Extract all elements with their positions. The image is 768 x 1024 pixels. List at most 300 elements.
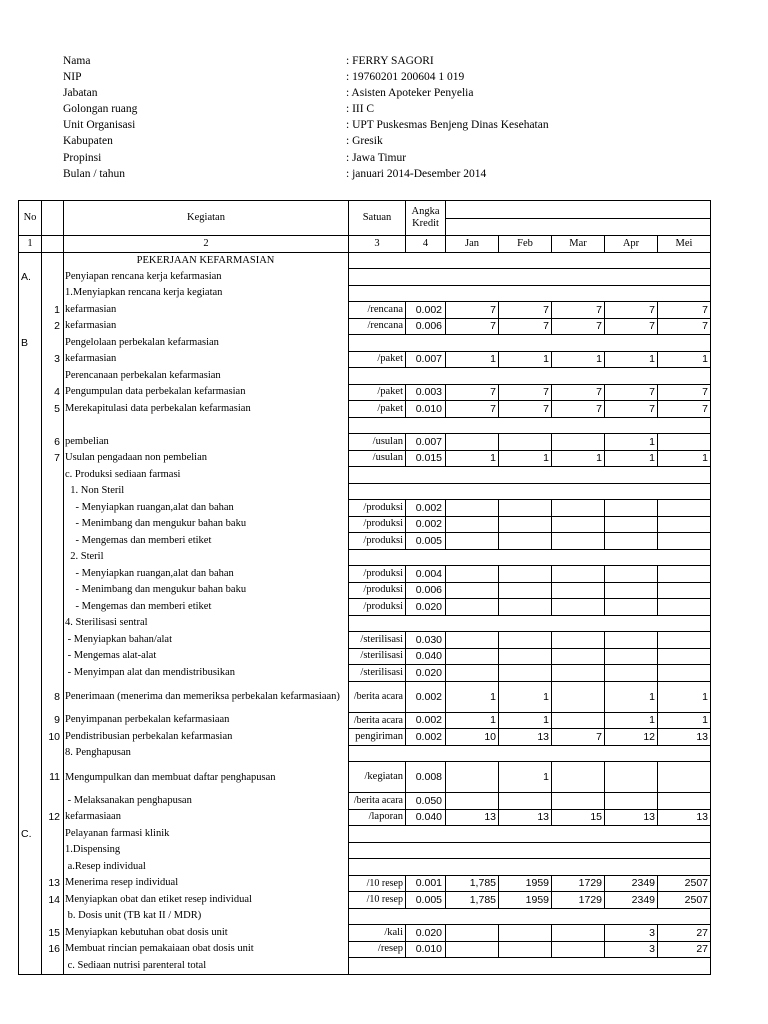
info-row (63, 150, 549, 166)
month-value: 7 (499, 318, 552, 335)
section-letter: A. (19, 269, 42, 286)
row-number (42, 533, 64, 550)
section-letter (19, 958, 42, 975)
employee-info (63, 53, 549, 182)
section-letter (19, 599, 42, 616)
month-feb: Feb (499, 236, 552, 253)
month-value (605, 648, 658, 665)
month-value: 7 (446, 384, 499, 401)
month-value: 1 (446, 681, 499, 712)
section-letter (19, 516, 42, 533)
month-value: 1 (658, 351, 711, 368)
month-value (446, 665, 499, 682)
row-number: 3 (42, 351, 64, 368)
section-letter (19, 318, 42, 335)
section-letter (19, 875, 42, 892)
info-row (63, 69, 549, 85)
month-value: 7 (499, 384, 552, 401)
activity-name: 8. Penghapusan (64, 745, 349, 762)
month-value (499, 665, 552, 682)
section-letter (19, 712, 42, 729)
month-value (499, 533, 552, 550)
month-value (552, 566, 605, 583)
col-satuan-header: Satuan (349, 201, 406, 236)
table-row (19, 450, 711, 467)
section-letter (19, 500, 42, 517)
month-value: 7 (552, 318, 605, 335)
activity-name: - Melaksanakan penghapusan (64, 793, 349, 810)
unit-cell: /rencana (349, 318, 406, 335)
table-row (19, 712, 711, 729)
month-value: 7 (605, 401, 658, 418)
unit-cell: /sterilisasi (349, 665, 406, 682)
month-value (552, 681, 605, 712)
unit-cell: /usulan (349, 450, 406, 467)
month-value (499, 925, 552, 942)
info-value: : III C (346, 103, 375, 116)
month-value (446, 925, 499, 942)
table-row (19, 467, 711, 484)
month-value (658, 500, 711, 517)
section-letter (19, 681, 42, 712)
section-letter (19, 417, 42, 434)
activity-name: - Mengemas dan memberi etiket (64, 599, 349, 616)
month-value (446, 566, 499, 583)
credit-cell: 0.002 (406, 500, 446, 517)
month-value: 15 (552, 809, 605, 826)
month-value: 7 (552, 729, 605, 746)
info-row (63, 53, 549, 69)
month-value (446, 516, 499, 533)
month-value: 1 (499, 712, 552, 729)
table-row (19, 892, 711, 909)
table-row (19, 533, 711, 550)
month-value: 1 (552, 351, 605, 368)
month-value: 7 (605, 302, 658, 319)
activity-name: a.Resep individual (64, 859, 349, 876)
section-letter (19, 582, 42, 599)
activity-name: 1.Dispensing (64, 842, 349, 859)
month-value: 2349 (605, 892, 658, 909)
month-value (552, 925, 605, 942)
row-number: 13 (42, 875, 64, 892)
table-row (19, 582, 711, 599)
credit-cell: 0.003 (406, 384, 446, 401)
month-value (552, 632, 605, 649)
row-number (42, 615, 64, 632)
credit-cell: 0.002 (406, 729, 446, 746)
month-value: 7 (499, 401, 552, 418)
month-value: 1729 (552, 875, 605, 892)
credit-cell: 0.006 (406, 582, 446, 599)
month-value: 1 (499, 450, 552, 467)
activity-name: Pendistribusian perbekalan kefarmasian (64, 729, 349, 746)
section-letter (19, 842, 42, 859)
credit-cell: 0.005 (406, 533, 446, 550)
month-value: 7 (605, 384, 658, 401)
activity-name: PEKERJAAN KEFARMASIAN (64, 252, 349, 269)
month-value (605, 632, 658, 649)
table-row (19, 599, 711, 616)
row-number (42, 958, 64, 975)
month-value (446, 941, 499, 958)
info-label: Unit Organisasi (63, 119, 136, 132)
row-number (42, 269, 64, 286)
activity-name: c. Sediaan nutrisi parenteral total (64, 958, 349, 975)
unit-cell: /sterilisasi (349, 648, 406, 665)
credit-cell: 0.015 (406, 450, 446, 467)
month-value: 1 (605, 681, 658, 712)
table-row (19, 941, 711, 958)
info-value: : FERRY SAGORI (346, 55, 434, 67)
credit-cell: 0.007 (406, 351, 446, 368)
month-value: 7 (446, 401, 499, 418)
table-row (19, 417, 711, 434)
row-number: 11 (42, 762, 64, 793)
info-value: : 19760201 200604 1 019 (346, 71, 465, 84)
activity-name: Penerimaan (menerima dan memeriksa perbekalan kefarmasiaan) (64, 681, 349, 712)
table-row (19, 384, 711, 401)
section-letter (19, 467, 42, 484)
activity-name (64, 417, 349, 434)
activity-name: 1. Non Steril (64, 483, 349, 500)
row-number (42, 368, 64, 385)
unit-cell: /berita acara (349, 681, 406, 712)
section-letter (19, 925, 42, 942)
month-value (446, 500, 499, 517)
activity-name: kefarmasian (64, 318, 349, 335)
section-letter (19, 302, 42, 319)
row-number: 12 (42, 809, 64, 826)
activity-name: - Menyiapkan ruangan,alat dan bahan (64, 500, 349, 517)
month-value: 10 (446, 729, 499, 746)
month-value: 27 (658, 925, 711, 942)
unit-cell: /resep (349, 941, 406, 958)
activity-name: - Mengemas dan memberi etiket (64, 533, 349, 550)
month-value (605, 599, 658, 616)
num-4: 4 (406, 236, 446, 253)
table-row (19, 925, 711, 942)
month-value: 1,785 (446, 875, 499, 892)
month-value: 1959 (499, 892, 552, 909)
month-value: 1 (605, 712, 658, 729)
month-value: 7 (499, 302, 552, 319)
section-letter (19, 401, 42, 418)
info-value: : januari 2014-Desember 2014 (346, 167, 487, 180)
month-value (446, 793, 499, 810)
credit-cell: 0.004 (406, 566, 446, 583)
activity-name: Menyiapkan kebutuhan obat dosis unit (64, 925, 349, 942)
month-value: 1 (605, 450, 658, 467)
credit-cell: 0.002 (406, 681, 446, 712)
month-value (658, 582, 711, 599)
month-value (446, 648, 499, 665)
month-value (552, 582, 605, 599)
activity-name: Penyimpanan perbekalan kefarmasiaan (64, 712, 349, 729)
row-number (42, 842, 64, 859)
table-row (19, 285, 711, 302)
month-value (605, 762, 658, 793)
month-value (605, 582, 658, 599)
unit-cell: /rencana (349, 302, 406, 319)
row-number (42, 665, 64, 682)
month-value: 7 (552, 384, 605, 401)
activity-name: Pengumpulan data perbekalan kefarmasian (64, 384, 349, 401)
activity-name: 2. Steril (64, 549, 349, 566)
table-row (19, 516, 711, 533)
unit-cell: /produksi (349, 566, 406, 583)
info-row (63, 117, 549, 133)
unit-cell: /produksi (349, 516, 406, 533)
credit-cell: 0.010 (406, 941, 446, 958)
month-mar: Mar (552, 236, 605, 253)
month-value: 27 (658, 941, 711, 958)
month-value (552, 712, 605, 729)
num-1: 1 (19, 236, 42, 253)
month-apr: Apr (605, 236, 658, 253)
month-value: 7 (552, 302, 605, 319)
table-row (19, 434, 711, 451)
info-label: Golongan ruang (63, 103, 138, 116)
table-row (19, 318, 711, 335)
activity-name: Menerima resep individual (64, 875, 349, 892)
row-number (42, 335, 64, 352)
section-letter (19, 566, 42, 583)
month-value: 1 (658, 681, 711, 712)
credit-cell: 0.010 (406, 401, 446, 418)
month-value (499, 793, 552, 810)
table-row (19, 745, 711, 762)
month-value (446, 599, 499, 616)
activity-name: 4. Sterilisasi sentral (64, 615, 349, 632)
table-body (19, 252, 711, 974)
credit-cell: 0.008 (406, 762, 446, 793)
month-value: 7 (658, 318, 711, 335)
credit-cell: 0.006 (406, 318, 446, 335)
info-label: Kabupaten (63, 135, 113, 148)
section-letter (19, 892, 42, 909)
unit-cell: pengiriman (349, 729, 406, 746)
info-value: : Gresik (346, 135, 383, 148)
month-value (552, 648, 605, 665)
month-value: 2507 (658, 892, 711, 909)
month-value: 13 (658, 729, 711, 746)
month-value (446, 533, 499, 550)
month-value (499, 566, 552, 583)
month-value: 7 (446, 318, 499, 335)
month-value (446, 434, 499, 451)
month-value (658, 434, 711, 451)
row-number (42, 483, 64, 500)
month-value: 1729 (552, 892, 605, 909)
row-number (42, 252, 64, 269)
month-value: 13 (446, 809, 499, 826)
month-value (499, 599, 552, 616)
section-letter (19, 434, 42, 451)
month-value: 1 (658, 450, 711, 467)
section-letter (19, 809, 42, 826)
credit-cell: 0.007 (406, 434, 446, 451)
activity-name: kefarmasiaan (64, 809, 349, 826)
col-no-header: No (19, 201, 42, 236)
table-row (19, 500, 711, 517)
section-letter (19, 252, 42, 269)
table-row (19, 368, 711, 385)
month-value (552, 500, 605, 517)
section-letter (19, 793, 42, 810)
table-row (19, 615, 711, 632)
month-value: 13 (499, 809, 552, 826)
row-number (42, 516, 64, 533)
section-letter (19, 483, 42, 500)
month-value: 1959 (499, 875, 552, 892)
month-value (658, 632, 711, 649)
month-value: 1 (446, 351, 499, 368)
unit-cell: /berita acara (349, 712, 406, 729)
activity-name: - Menimbang dan mengukur bahan baku (64, 516, 349, 533)
table-row (19, 875, 711, 892)
activity-name: Pengelolaan perbekalan kefarmasian (64, 335, 349, 352)
row-number: 8 (42, 681, 64, 712)
month-value (605, 793, 658, 810)
table-row (19, 793, 711, 810)
table-row (19, 809, 711, 826)
credit-cell: 0.002 (406, 302, 446, 319)
activity-name: - Menyimpan alat dan mendistribusikan (64, 665, 349, 682)
month-value: 7 (658, 384, 711, 401)
info-label: Propinsi (63, 151, 102, 164)
month-value: 13 (658, 809, 711, 826)
activity-name: kefarmasian (64, 302, 349, 319)
table-row (19, 665, 711, 682)
row-number (42, 632, 64, 649)
credit-cell: 0.020 (406, 665, 446, 682)
month-value (605, 665, 658, 682)
unit-cell: /sterilisasi (349, 632, 406, 649)
info-label: NIP (63, 71, 82, 84)
row-number (42, 648, 64, 665)
credit-cell: 0.002 (406, 516, 446, 533)
unit-cell: /paket (349, 384, 406, 401)
month-value (552, 793, 605, 810)
section-letter (19, 615, 42, 632)
activity-name: - Menyiapkan ruangan,alat dan bahan (64, 566, 349, 583)
table-row (19, 859, 711, 876)
section-letter (19, 632, 42, 649)
month-mei: Mei (658, 236, 711, 253)
month-value (552, 665, 605, 682)
row-number: 15 (42, 925, 64, 942)
activity-name: c. Produksi sediaan farmasi (64, 467, 349, 484)
credit-cell: 0.050 (406, 793, 446, 810)
unit-cell: /laporan (349, 809, 406, 826)
table-row (19, 908, 711, 925)
row-number: 7 (42, 450, 64, 467)
month-value: 1 (658, 712, 711, 729)
section-letter (19, 450, 42, 467)
row-number (42, 566, 64, 583)
table-row (19, 958, 711, 975)
row-number: 4 (42, 384, 64, 401)
info-label: Nama (63, 55, 91, 67)
credit-cell: 0.020 (406, 599, 446, 616)
month-value: 7 (552, 401, 605, 418)
row-number (42, 793, 64, 810)
info-label: Bulan / tahun (63, 167, 125, 180)
info-value: : Asisten Apoteker Penyelia (346, 87, 474, 100)
activity-name: pembelian (64, 434, 349, 451)
month-value (552, 434, 605, 451)
month-value (658, 648, 711, 665)
table-row (19, 302, 711, 319)
month-value (499, 516, 552, 533)
month-value (446, 582, 499, 599)
month-value (605, 516, 658, 533)
month-value (552, 941, 605, 958)
table-row (19, 729, 711, 746)
activity-name: 1.Menyiapkan rencana kerja kegiatan (64, 285, 349, 302)
unit-cell: /kegiatan (349, 762, 406, 793)
table-row (19, 566, 711, 583)
section-letter (19, 859, 42, 876)
month-value (499, 941, 552, 958)
section-letter (19, 908, 42, 925)
row-number (42, 285, 64, 302)
section-letter (19, 762, 42, 793)
table-row (19, 335, 711, 352)
unit-cell: /produksi (349, 533, 406, 550)
activity-name: Membuat rincian pemakaiaan obat dosis unit (64, 941, 349, 958)
month-value: 3 (605, 941, 658, 958)
credit-cell: 0.002 (406, 712, 446, 729)
credit-cell: 0.020 (406, 925, 446, 942)
section-letter (19, 549, 42, 566)
activity-name: - Menyiapkan bahan/alat (64, 632, 349, 649)
month-value (499, 434, 552, 451)
num-2: 2 (64, 236, 349, 253)
info-row (63, 133, 549, 149)
row-number: 2 (42, 318, 64, 335)
unit-cell: /paket (349, 351, 406, 368)
month-value: 7 (658, 401, 711, 418)
activity-name: Menyiapkan obat dan etiket resep individual (64, 892, 349, 909)
row-number: 1 (42, 302, 64, 319)
credit-cell: 0.040 (406, 648, 446, 665)
month-value (658, 665, 711, 682)
month-value: 13 (499, 729, 552, 746)
row-number: 5 (42, 401, 64, 418)
section-letter (19, 533, 42, 550)
month-value (658, 533, 711, 550)
table-row (19, 681, 711, 712)
section-letter: B (19, 335, 42, 352)
month-value: 1 (446, 712, 499, 729)
row-number: 9 (42, 712, 64, 729)
row-number: 10 (42, 729, 64, 746)
row-number (42, 417, 64, 434)
month-value: 7 (605, 318, 658, 335)
unit-cell: /usulan (349, 434, 406, 451)
activity-name: - Mengemas alat-alat (64, 648, 349, 665)
row-number: 14 (42, 892, 64, 909)
activity-name: Merekapitulasi data perbekalan kefarmasian (64, 401, 349, 418)
col-kegiatan-header: Kegiatan (64, 201, 349, 236)
section-letter (19, 351, 42, 368)
table-row (19, 351, 711, 368)
credit-cell: 0.030 (406, 632, 446, 649)
activity-name: b. Dosis unit (TB kat II / MDR) (64, 908, 349, 925)
section-letter (19, 384, 42, 401)
